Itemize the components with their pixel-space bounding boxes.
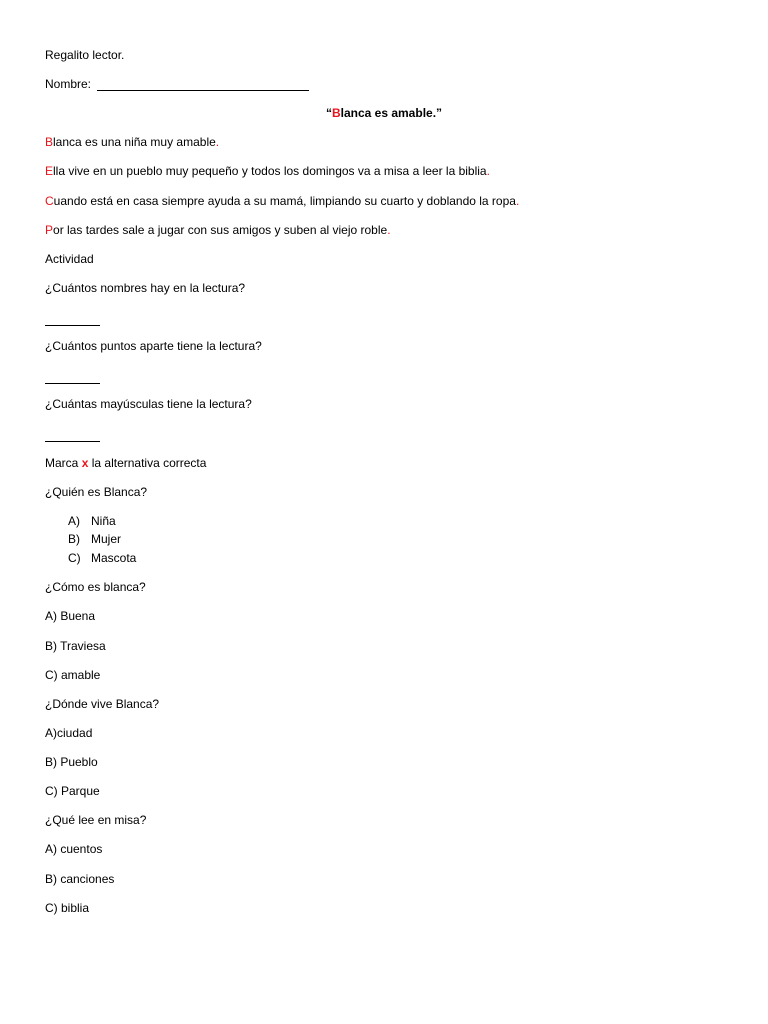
name-blank[interactable] xyxy=(97,78,309,91)
option-item[interactable]: C) Parque xyxy=(45,784,100,798)
story-line: Por las tardes sale a jugar con sus amigos y suben al viejo roble. xyxy=(45,223,391,237)
story-line: Cuando está en casa siempre ayuda a su mamá, limpiando su cuarto y doblando la ropa. xyxy=(45,194,520,208)
worksheet-heading: Regalito lector. xyxy=(45,48,125,62)
title-initial: B xyxy=(331,106,341,120)
option-item[interactable]: A)ciudad xyxy=(45,726,93,740)
option-text[interactable]: Mujer xyxy=(91,532,122,546)
answer-blank[interactable] xyxy=(45,312,100,326)
question-text: ¿Cómo es blanca? xyxy=(45,580,146,594)
question-text: ¿Dónde vive Blanca? xyxy=(45,697,160,711)
option-item[interactable]: C) amable xyxy=(45,668,101,682)
story-line-initial: E xyxy=(45,164,54,178)
option-letter[interactable]: B) xyxy=(68,532,80,546)
question-text: ¿Cuántos puntos aparte tiene la lectura? xyxy=(45,339,262,353)
story-line: Ella vive en un pueblo muy pequeño y todos los domingos va a misa a leer la biblia. xyxy=(45,164,490,178)
story-line-initial: P xyxy=(45,223,54,237)
option-text[interactable]: Niña xyxy=(91,514,116,528)
question-text: ¿Cuántos nombres hay en la lectura? xyxy=(45,281,246,295)
question-text: ¿Qué lee en misa? xyxy=(45,813,147,827)
option-item[interactable]: A) cuentos xyxy=(45,842,103,856)
option-letter[interactable]: C) xyxy=(68,551,81,565)
mc-instruction: Marca x la alternativa correcta xyxy=(45,456,207,470)
option-text[interactable]: Mascota xyxy=(91,551,137,565)
story-line-initial: B xyxy=(45,135,54,149)
answer-blank[interactable] xyxy=(45,428,100,442)
option-letter[interactable]: A) xyxy=(68,514,80,528)
option-item[interactable]: A) Buena xyxy=(45,609,96,623)
activity-label: Actividad xyxy=(45,252,94,266)
story-title: “Blanca es amable.” xyxy=(325,106,443,120)
question-text: ¿Quién es Blanca? xyxy=(45,485,148,499)
option-item[interactable]: B) Traviesa xyxy=(45,639,106,653)
option-item[interactable]: B) canciones xyxy=(45,872,115,886)
option-item[interactable]: B) Pueblo xyxy=(45,755,98,769)
name-label: Nombre: xyxy=(45,77,92,91)
option-item[interactable]: C) biblia xyxy=(45,901,90,915)
story-line-initial: C xyxy=(45,194,54,208)
question-text: ¿Cuántas mayúsculas tiene la lectura? xyxy=(45,397,252,411)
name-row xyxy=(45,77,309,91)
story-line: Blanca es una niña muy amable. xyxy=(45,135,220,149)
x-mark-icon: x xyxy=(81,456,89,470)
answer-blank[interactable] xyxy=(45,370,100,384)
